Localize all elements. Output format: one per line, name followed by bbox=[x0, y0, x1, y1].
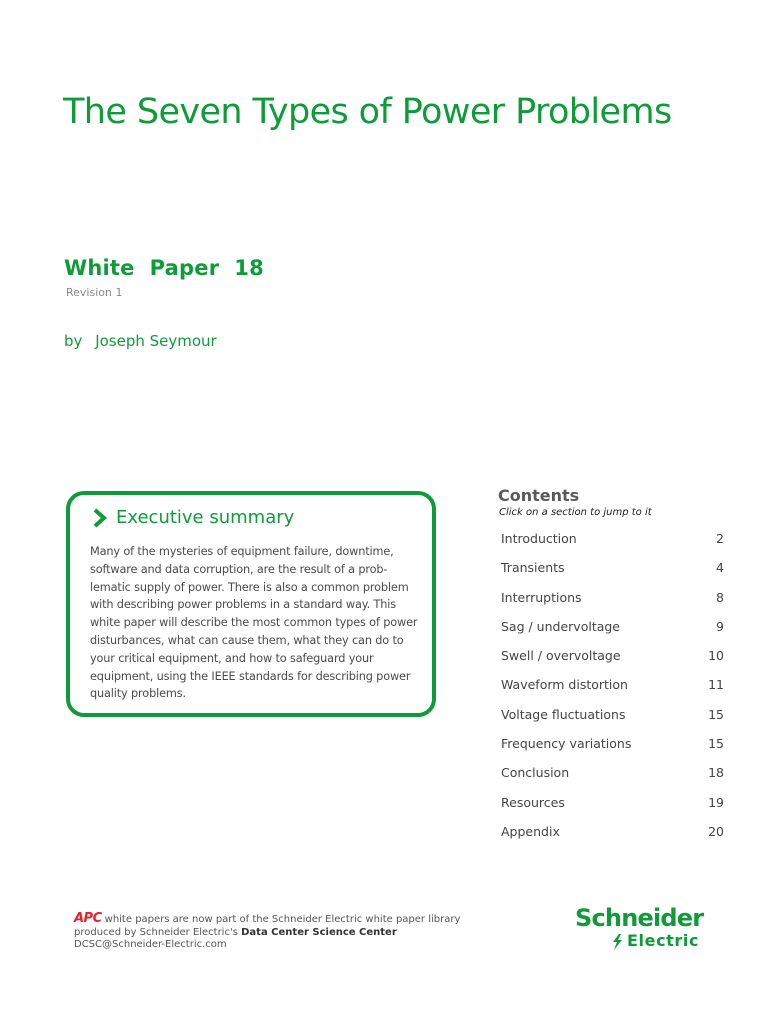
schneider-electric-mark-icon bbox=[608, 933, 626, 951]
toc-item-introduction[interactable] bbox=[501, 531, 724, 560]
contents-hint: Click on a section to jump to it bbox=[499, 507, 652, 518]
toc-item-resources[interactable] bbox=[501, 795, 724, 824]
footer-produced-by: produced by Schneider Electric's bbox=[74, 926, 238, 938]
page-title: The Seven Types of Power Problems bbox=[63, 92, 672, 132]
toc-item-transients[interactable] bbox=[501, 560, 724, 589]
toc-item-label: Voltage fluctuations bbox=[501, 706, 626, 722]
footer-note bbox=[74, 913, 460, 952]
toc-item-page: 2 bbox=[716, 531, 724, 546]
toc-item-page: 18 bbox=[708, 765, 724, 781]
schneider-electric-logo bbox=[575, 904, 715, 954]
author-by: by bbox=[64, 332, 83, 350]
toc-item-waveform-distortion[interactable] bbox=[501, 677, 724, 706]
toc-item-page: 8 bbox=[716, 589, 724, 605]
toc-item-label: Frequency variations bbox=[501, 736, 632, 752]
footer-line-2 bbox=[74, 927, 460, 940]
toc-item-label: Sag / undervoltage bbox=[501, 618, 621, 634]
executive-summary-box bbox=[66, 491, 436, 717]
toc-item-page: 9 bbox=[716, 618, 724, 634]
toc-item-label: Appendix bbox=[501, 823, 560, 839]
toc-item-label: Swell / overvoltage bbox=[501, 648, 621, 664]
toc-item-page: 15 bbox=[708, 736, 724, 752]
toc-item-page: 4 bbox=[716, 560, 724, 576]
white-paper-number: White Paper 18 bbox=[64, 256, 264, 280]
toc-item-conclusion[interactable] bbox=[501, 765, 724, 794]
toc-item-sag-undervoltage[interactable] bbox=[501, 619, 724, 648]
executive-summary-text: Many of the mysteries of equipment failure, downtime, software and data corruption, are the result of a prob-lematic supply of power. There is also a common problem with describing power problems in a standard way. This white paper will describe the most common types of power disturbances, what can cause them, what they can do to your critical equipment, and how to safeguard your equipment, using the IEEE standards for describing power quality problems. bbox=[90, 545, 418, 701]
apc-logo: APC bbox=[74, 911, 102, 926]
contents-heading: Contents bbox=[498, 486, 580, 505]
toc-item-interruptions[interactable] bbox=[501, 590, 724, 619]
toc-item-frequency-variations[interactable] bbox=[501, 736, 724, 765]
footer-line-1 bbox=[74, 913, 460, 927]
toc-item-swell-overvoltage[interactable] bbox=[501, 648, 724, 677]
toc-item-page: 15 bbox=[708, 706, 724, 722]
footer-dcsc-name: Data Center Science Center bbox=[241, 926, 397, 938]
executive-summary-heading: Executive summary bbox=[116, 507, 295, 528]
toc-item-label: Resources bbox=[501, 794, 565, 810]
logo-word-electric: Electric bbox=[627, 931, 700, 950]
executive-summary-header bbox=[92, 507, 294, 528]
toc-item-label: Interruptions bbox=[501, 589, 582, 605]
table-of-contents bbox=[501, 531, 724, 853]
toc-item-voltage-fluctuations[interactable] bbox=[501, 707, 724, 736]
toc-item-label: Transients bbox=[501, 560, 565, 576]
footer-library-text: white papers are now part of the Schneider Electric white paper library bbox=[104, 914, 461, 925]
toc-item-page: 20 bbox=[708, 823, 724, 839]
toc-item-label: Introduction bbox=[501, 531, 577, 546]
logo-word-schneider: Schneider bbox=[575, 904, 704, 932]
chevron-right-icon bbox=[92, 508, 108, 528]
author-line bbox=[64, 332, 217, 350]
toc-item-label: Conclusion bbox=[501, 765, 570, 781]
revision-label: Revision 1 bbox=[66, 286, 123, 299]
toc-item-appendix[interactable] bbox=[501, 824, 724, 853]
toc-item-label: Waveform distortion bbox=[501, 677, 628, 693]
toc-item-page: 11 bbox=[708, 677, 724, 693]
toc-item-page: 19 bbox=[708, 794, 724, 810]
footer-email[interactable]: DCSC@Schneider-Electric.com bbox=[74, 939, 227, 950]
author-name: Joseph Seymour bbox=[95, 332, 217, 350]
toc-item-page: 10 bbox=[708, 648, 724, 664]
